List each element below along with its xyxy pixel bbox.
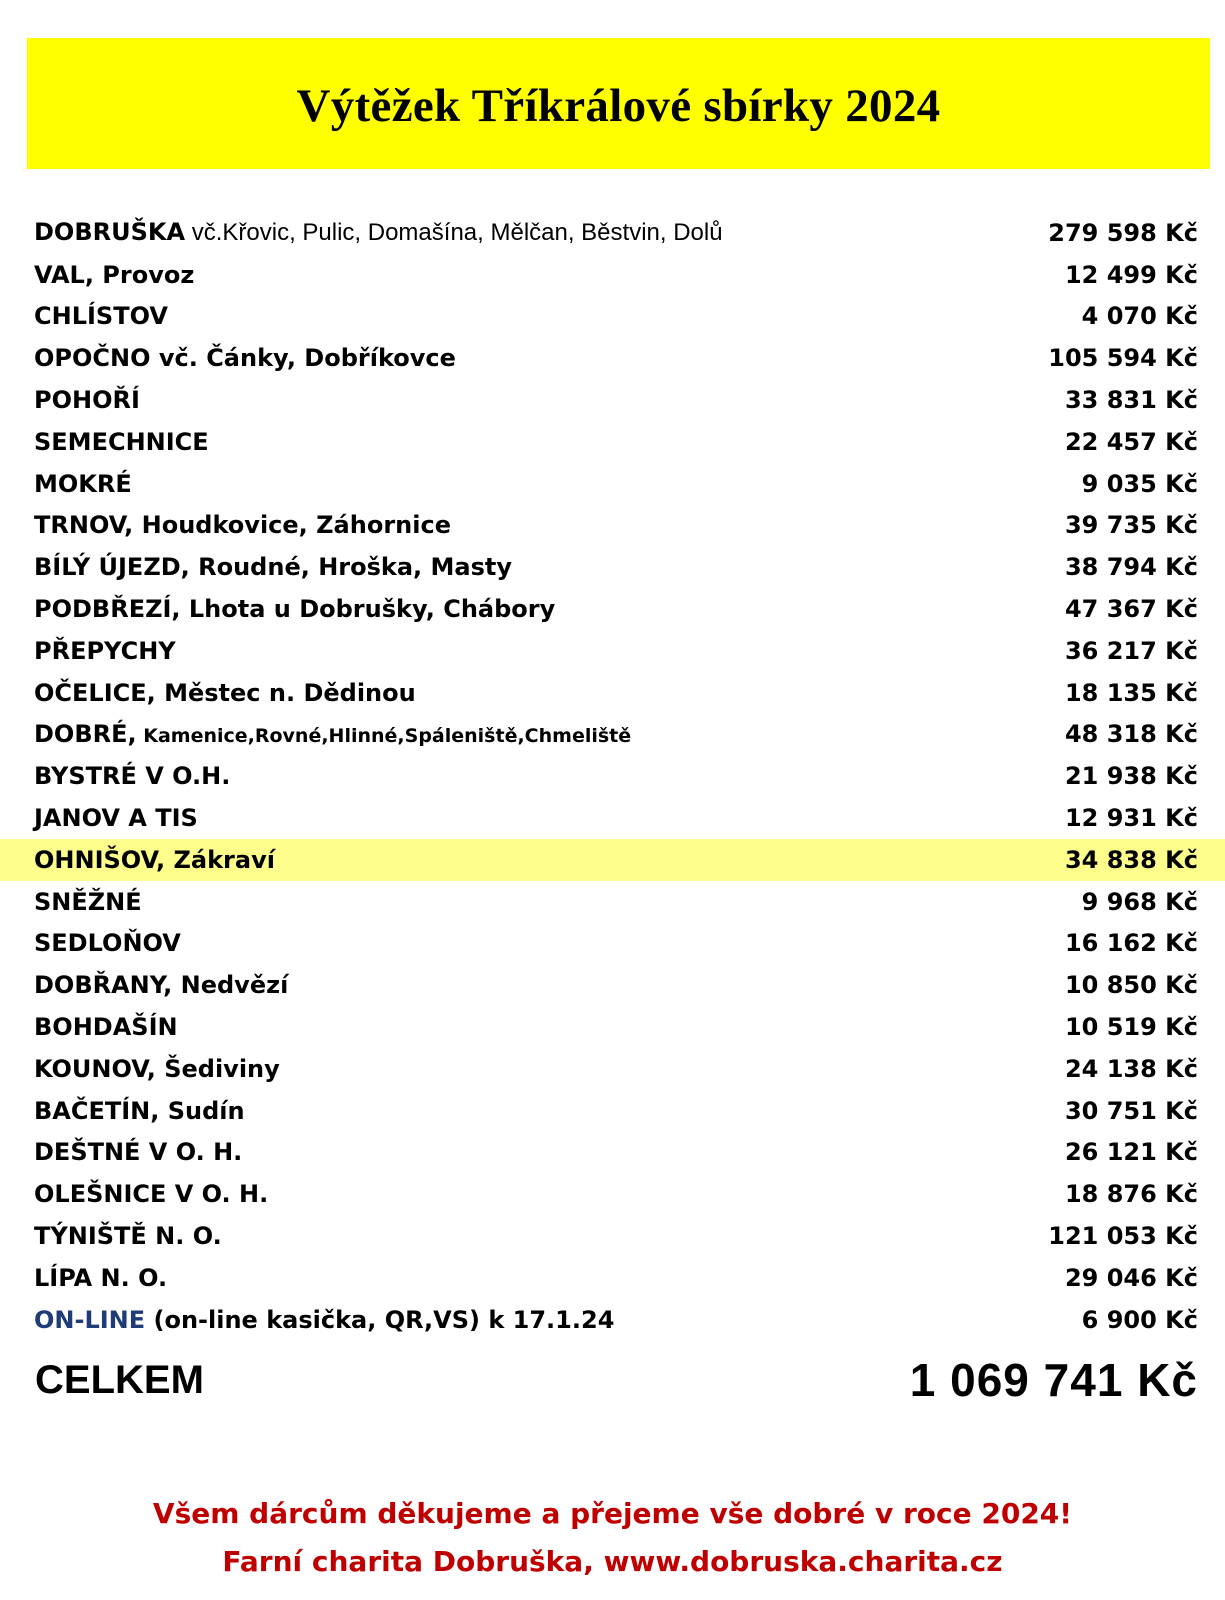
thanks-message: Všem dárcům děkujeme a přejeme vše dobré v roce 2024! — [152, 1497, 1073, 1530]
page-title: Výtěžek Tříkrálové sbírky 2024 — [296, 79, 941, 132]
place-main: DOBŘANY, Nedvězí — [34, 971, 289, 1000]
table-row — [0, 1173, 1225, 1215]
place-main: BYSTRÉ V O.H. — [34, 762, 231, 791]
place-main: SEMECHNICE — [34, 427, 209, 456]
amount: 10 850 Kč — [1064, 971, 1198, 1000]
table-row — [0, 1090, 1225, 1132]
place-main: MOKRÉ — [34, 469, 132, 498]
amount: 24 138 Kč — [1064, 1054, 1198, 1083]
total-label: CELKEM — [35, 1357, 204, 1402]
place-main: JANOV A TIS — [34, 804, 198, 833]
table-row — [0, 588, 1225, 630]
online-label: ON-LINE — [34, 1305, 146, 1334]
place-main: POHOŘÍ — [34, 386, 140, 415]
amount: 47 367 Kč — [1064, 595, 1198, 624]
amount: 36 217 Kč — [1064, 636, 1198, 665]
collection-table — [0, 212, 1225, 1341]
amount: 33 831 Kč — [1064, 386, 1198, 415]
place-name — [34, 1306, 614, 1334]
place-name — [34, 971, 288, 999]
amount: 39 735 Kč — [1064, 511, 1198, 540]
amount: 18 135 Kč — [1064, 678, 1198, 707]
table-row — [0, 337, 1225, 379]
amount: 48 318 Kč — [1064, 720, 1198, 749]
place-main: DOBRUŠKA — [34, 218, 186, 247]
total-row — [0, 1350, 1225, 1410]
table-row — [0, 1132, 1225, 1174]
place-name — [34, 1222, 222, 1250]
place-main: VAL, Provoz — [34, 260, 195, 289]
amount: 21 938 Kč — [1064, 762, 1198, 791]
table-row — [0, 839, 1225, 881]
table-row — [0, 1006, 1225, 1048]
amount: 38 794 Kč — [1064, 553, 1198, 582]
place-main: OPOČNO vč. Čánky, Dobříkovce — [34, 344, 456, 373]
place-name — [34, 804, 198, 832]
amount: 279 598 Kč — [1048, 218, 1198, 247]
place-name — [34, 511, 451, 539]
amount: 9 968 Kč — [1081, 887, 1198, 916]
amount: 6 900 Kč — [1081, 1305, 1198, 1334]
table-row — [0, 672, 1225, 714]
amount: 105 594 Kč — [1048, 344, 1198, 373]
place-main: CHLÍSTOV — [34, 302, 168, 331]
place-main: OČELICE, Městec n. Dědinou — [34, 678, 416, 707]
place-name — [34, 929, 181, 957]
place-main: (on-line kasička, QR,VS) k 17.1.24 — [145, 1305, 615, 1334]
place-main: KOUNOV, Šediviny — [34, 1054, 280, 1083]
amount: 29 046 Kč — [1064, 1263, 1198, 1292]
place-name — [34, 344, 456, 372]
total-value: 1 069 741 Kč — [909, 1354, 1198, 1406]
place-detail: Kamenice,Rovné,Hlinné,Spáleniště,Chmeliště — [136, 725, 632, 748]
amount: 16 162 Kč — [1064, 929, 1198, 958]
place-name — [34, 302, 168, 330]
place-main: TRNOV, Houdkovice, Záhornice — [34, 511, 451, 540]
table-row — [0, 1257, 1225, 1299]
table-row — [0, 421, 1225, 463]
amount: 12 499 Kč — [1064, 260, 1198, 289]
table-row — [0, 463, 1225, 505]
place-main: BAČETÍN, Sudín — [34, 1096, 245, 1125]
table-row — [0, 714, 1225, 756]
amount: 4 070 Kč — [1081, 302, 1198, 331]
place-name — [34, 888, 142, 916]
place-main: OLEŠNICE V O. H. — [34, 1180, 269, 1209]
table-row — [0, 881, 1225, 923]
place-name — [34, 261, 194, 289]
amount: 26 121 Kč — [1064, 1138, 1198, 1167]
place-name — [34, 846, 275, 874]
title-banner — [27, 38, 1210, 169]
place-main: PODBŘEZÍ, Lhota u Dobrušky, Chábory — [34, 595, 556, 624]
amount: 121 053 Kč — [1048, 1222, 1198, 1251]
place-detail: vč.Křovic, Pulic, Domašína, Mělčan, Běstvin, Dolů — [185, 219, 723, 247]
place-main: BÍLÝ ÚJEZD, Roudné, Hroška, Masty — [34, 553, 512, 582]
amount: 10 519 Kč — [1064, 1013, 1198, 1042]
place-name — [34, 720, 631, 748]
table-row — [0, 964, 1225, 1006]
amount: 9 035 Kč — [1081, 469, 1198, 498]
table-row — [0, 923, 1225, 965]
place-name — [34, 470, 132, 498]
table-row — [0, 1215, 1225, 1257]
place-name — [34, 1180, 268, 1208]
place-main: TÝNIŠTĚ N. O. — [34, 1222, 222, 1251]
table-row — [0, 1299, 1225, 1341]
table-row — [0, 379, 1225, 421]
table-row — [0, 505, 1225, 547]
table-row — [0, 546, 1225, 588]
table-row — [0, 630, 1225, 672]
place-name — [34, 1264, 167, 1292]
amount: 18 876 Kč — [1064, 1180, 1198, 1209]
place-name — [34, 218, 723, 247]
place-main: LÍPA N. O. — [34, 1263, 168, 1292]
place-name — [34, 1097, 245, 1125]
table-row — [0, 755, 1225, 797]
place-name — [34, 1138, 242, 1166]
table-row — [0, 1048, 1225, 1090]
amount: 30 751 Kč — [1064, 1096, 1198, 1125]
place-name — [34, 386, 140, 414]
place-name — [34, 595, 555, 623]
place-name — [34, 1013, 178, 1041]
place-main: SNĚŽNÉ — [34, 887, 142, 916]
place-name — [34, 637, 176, 665]
place-main: BOHDAŠÍN — [34, 1013, 178, 1042]
place-main: OHNIŠOV, Zákraví — [34, 845, 275, 874]
amount: 34 838 Kč — [1064, 845, 1198, 874]
place-name — [34, 1055, 280, 1083]
place-name — [34, 679, 416, 707]
table-row — [0, 254, 1225, 296]
place-name — [34, 428, 209, 456]
amount: 12 931 Kč — [1064, 804, 1198, 833]
place-main: SEDLOŇOV — [34, 929, 181, 958]
place-main: PŘEPYCHY — [34, 636, 176, 665]
amount: 22 457 Kč — [1064, 427, 1198, 456]
place-main: DOBRÉ, — [34, 720, 137, 749]
place-main: DEŠTNÉ V O. H. — [34, 1138, 243, 1167]
table-row — [0, 797, 1225, 839]
organization-line: Farní charita Dobruška, www.dobruska.charita.cz — [222, 1545, 1003, 1578]
place-name — [34, 762, 230, 790]
table-row — [0, 212, 1225, 254]
place-name — [34, 553, 512, 581]
table-row — [0, 296, 1225, 338]
